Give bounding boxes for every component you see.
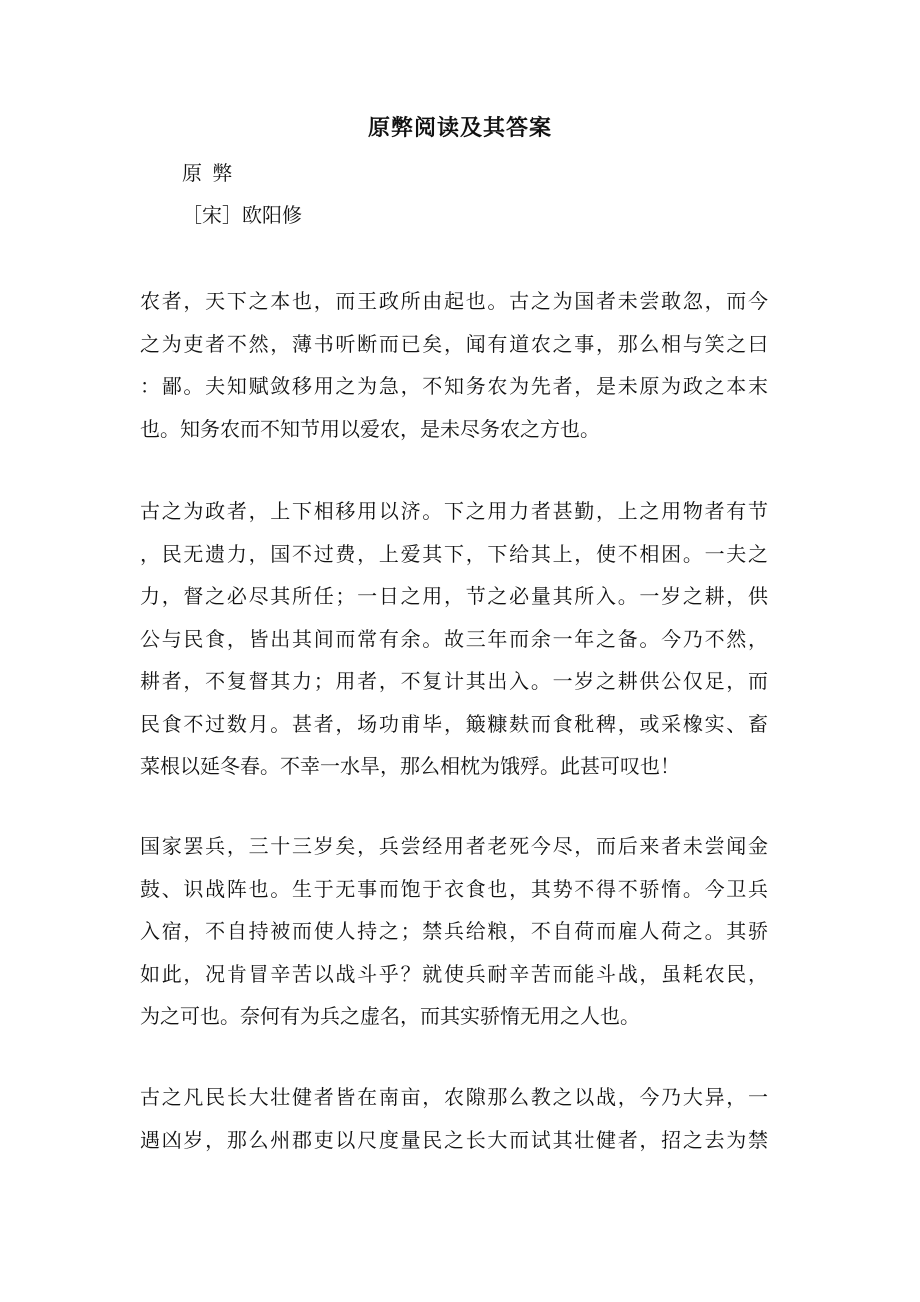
paragraph-3 <box>140 825 768 1038</box>
text-line: 鼓、识战阵也。生于无事而饱于衣食也，其势不得不骄惰。今卫兵 <box>140 876 768 901</box>
author-line: ［宋］欧阳修 <box>182 203 302 227</box>
text-line: 古之凡民长大壮健者皆在南亩，农隙那么教之以战，今乃大异，一 <box>140 1085 768 1109</box>
text-line: ，民无遗力，国不过费，上爱其下，下给其上，使不相困。一夫之 <box>140 541 768 566</box>
text-line: 国家罢兵，三十三岁矣，兵尝经用者老死今尽，而后来者未尝闻金 <box>140 834 768 858</box>
paragraph-4 <box>140 1076 768 1161</box>
text-line: 之为吏者不然，薄书听断而已矣，闻有道农之事，那么相与笑之曰 <box>140 331 768 356</box>
document-title: 原弊阅读及其答案 <box>367 115 552 141</box>
text-line: 古之为政者，上下相移用以济。下之用力者甚勤，上之用物者有节 <box>140 499 768 523</box>
text-line: 耕者，不复督其力；用者，不复计其出入。一岁之耕供公仅足，而 <box>140 669 768 693</box>
text-line: ：鄙。夫知赋敛移用之为急，不知务农为先者，是未原为政之本末 <box>140 374 768 398</box>
text-line: 菜根以延冬春。不幸一水旱，那么相枕为饿殍。此甚可叹也！ <box>140 754 680 778</box>
text-line: 公与民食，皆出其间而常有余。故三年而余一年之备。今乃不然， <box>140 626 768 651</box>
text-line: 力，督之必尽其所任；一日之用，节之必量其所入。一岁之耕，供 <box>140 584 768 608</box>
paragraph-1 <box>140 280 768 450</box>
paragraph-2 <box>140 490 768 788</box>
text-line: 为之可也。奈何有为兵之虚名，而其实骄惰无用之人也。 <box>140 1004 640 1028</box>
text-line: 也。知务农而不知节用以爱农，是未尽务农之方也。 <box>140 416 600 441</box>
text-line: 农者，天下之本也，而王政所由起也。古之为国者未尝敢忽，而今 <box>140 289 768 313</box>
text-line: 民食不过数月。甚者，场功甫毕，簸糠麸而食秕稗，或采橡实、畜 <box>140 711 768 736</box>
text-line: 如此，况肯冒辛苦以战斗乎？就使兵耐辛苦而能斗战，虽耗农民， <box>140 961 768 986</box>
text-line: 遇凶岁，那么州郡吏以尺度量民之长大而试其壮健者，招之去为禁 <box>140 1127 768 1152</box>
article-title: 原 弊 <box>182 161 235 185</box>
text-line: 入宿，不自持被而使人持之；禁兵给粮，不自荷而雇人荷之。其骄 <box>140 919 768 943</box>
